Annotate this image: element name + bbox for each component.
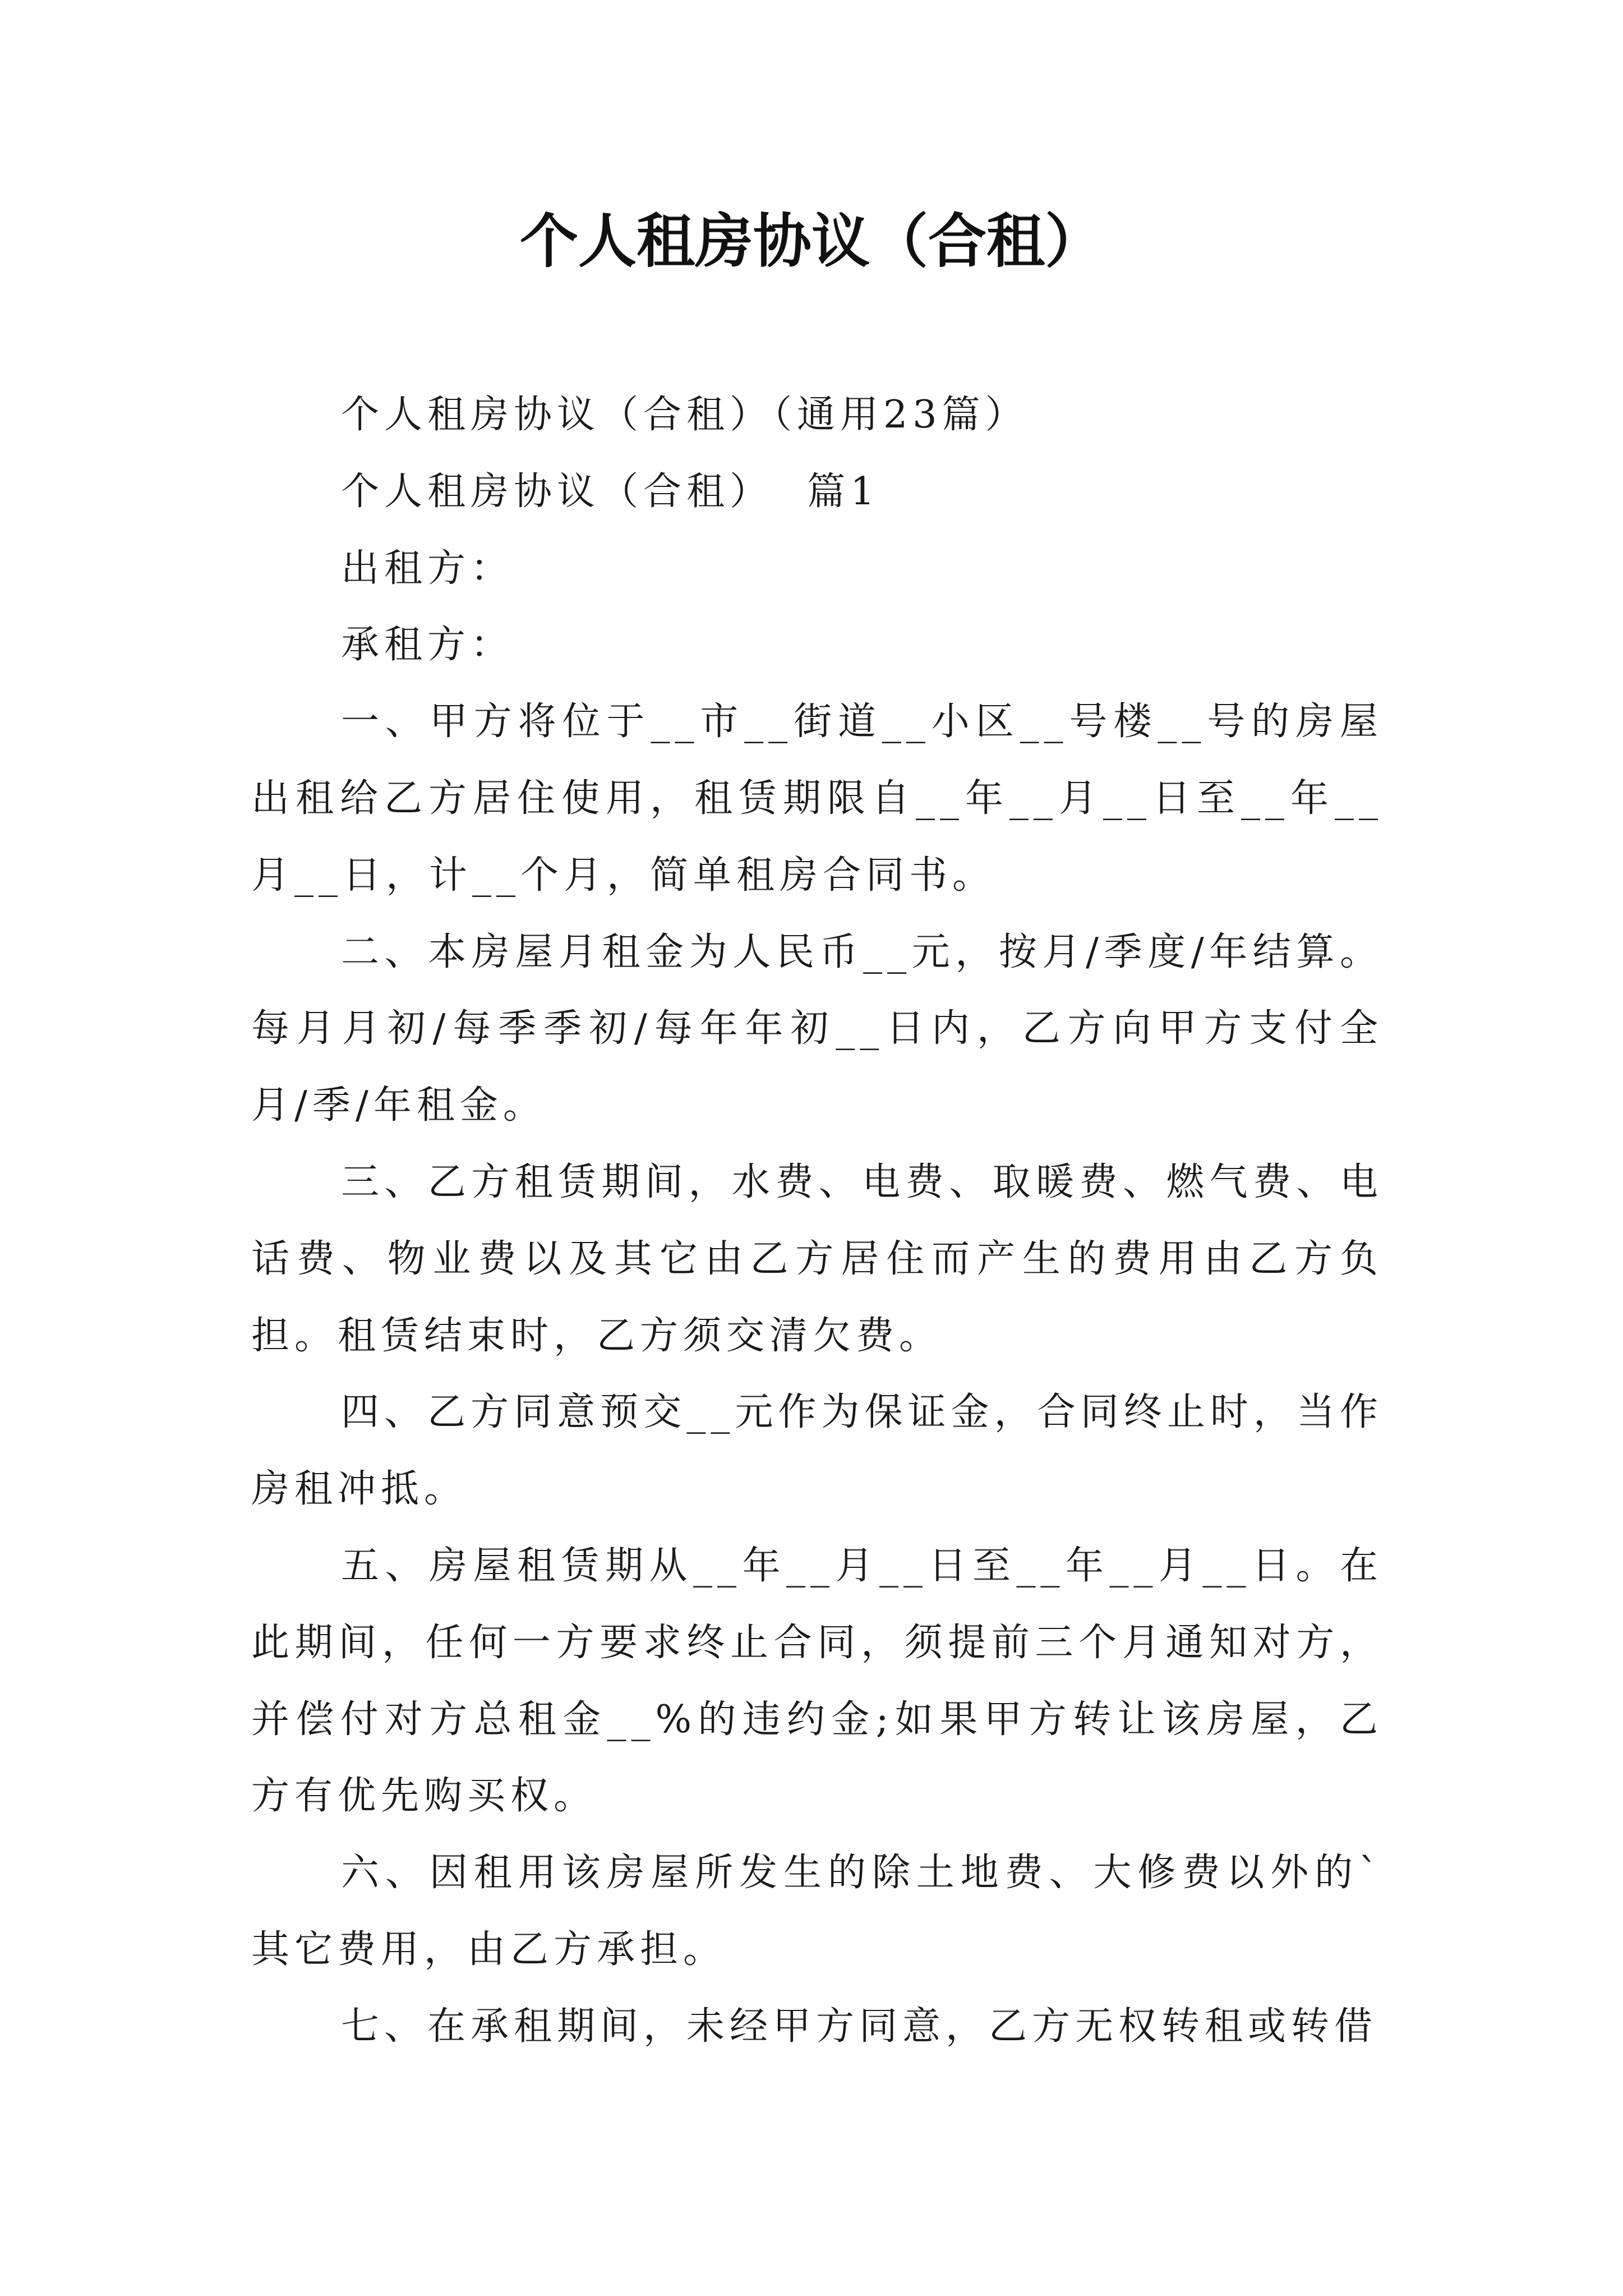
lessor-label: 出租方：	[341, 546, 514, 591]
clause-2: 二、本房屋月租金为人民币__元，按月/季度/年结算。每月月初/每季季初/每年年初__日内，乙方向甲方支付全月/季/年租金。	[251, 930, 1383, 1128]
document-title: 个人租房协议（合租）	[519, 206, 1103, 275]
clause-7: 七、在承租期间，未经甲方同意，乙方无权转租或转借	[341, 2004, 1378, 2049]
clause-3: 三、乙方租赁期间，水费、电费、取暖费、燃气费、电话费、物业费以及其它由乙方居住而产生的费用由乙方负担。租赁结束时，乙方须交清欠费。	[251, 1159, 1383, 1358]
lessee-label: 承租方：	[341, 623, 514, 668]
document-subtitle: 个人租房协议（合租）（通用23篇）	[341, 393, 1029, 437]
section-heading: 个人租房协议（合租） 篇1	[341, 469, 880, 514]
clause-1: 一、甲方将位于__市__街道__小区__号楼__号的房屋出租给乙方居住使用，租赁期限自__年__月__日至__年__月__日，计__个月，简单租房合同书。	[251, 700, 1383, 898]
clause-5: 五、房屋租赁期从__年__月__日至__年__月__日。在此期间，任何一方要求终止合同，须提前三个月通知对方，并偿付对方总租金__%的违约金;如果甲方转让该房屋，乙方有优先购买权。	[251, 1543, 1383, 1819]
clause-6: 六、因租用该房屋所发生的除土地费、大修费以外的`其它费用，由乙方承担。	[251, 1851, 1383, 1972]
clause-4: 四、乙方同意预交__元作为保证金，合同终止时，当作房租冲抵。	[251, 1390, 1383, 1512]
document-body	[251, 377, 1383, 2065]
